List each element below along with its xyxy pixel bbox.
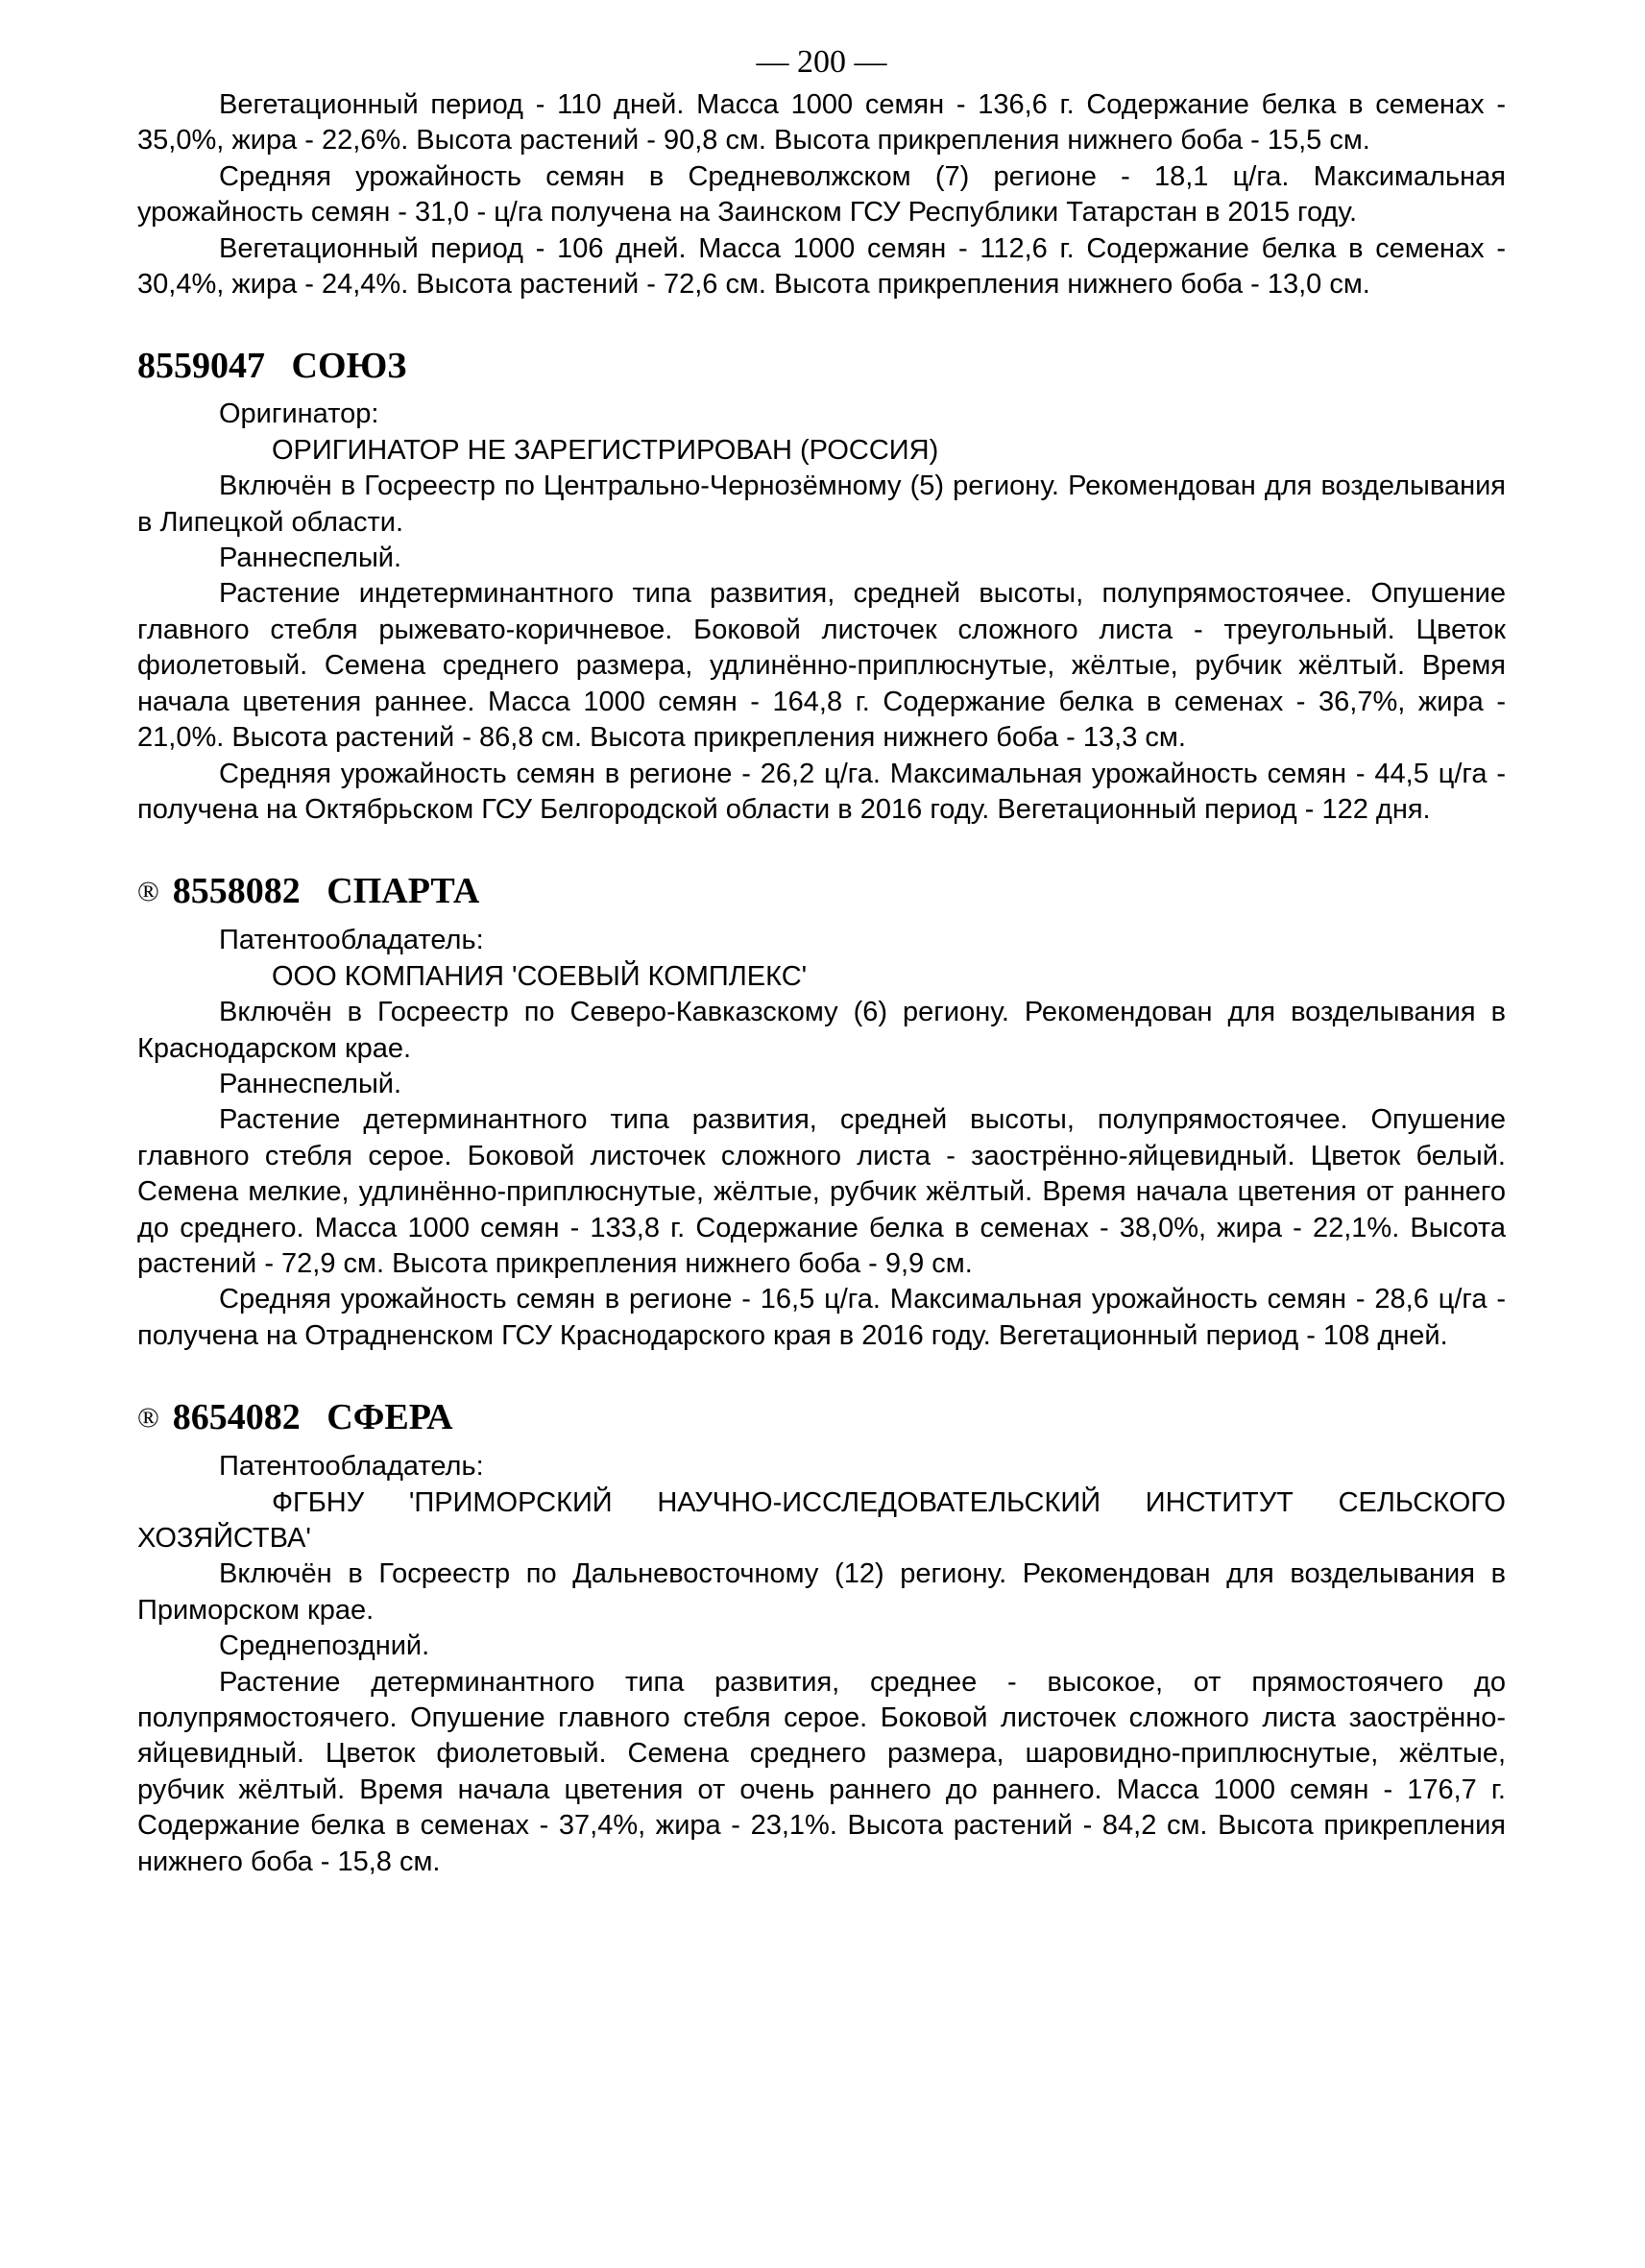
variety-entry-sparta — [137, 870, 1506, 1354]
holder-label: Патентообладатель: — [219, 1451, 484, 1483]
maturity-text: Среднепоздний. — [219, 1630, 430, 1662]
intro-paragraph: Средняя урожайность семян в Средневолжском (7) регионе - 18,1 ц/га. Максимальная урожайность семян - 31,0 - ц/га получена на Заинском ГСУ Республики Татарстан в 2015 году. — [137, 160, 1506, 229]
description-text: Растение детерминантного типа развития, средней высоты, полупрямостоячее. Опушение главного стебля серое. Боковой листочек сложного листа - заострённо-яйцевидный. Цветок белый. Семена мелкие, удлинённо-приплюснутые, жёлтые, рубчик жёлтый. Время начала цветения от раннего до среднего. Масса 1000 семян - 133,8 г. Содержание белка в семенах - 38,0%, жира - 22,1%. Высота растений - 72,9 см. Высота прикрепления нижнего боба - 9,9 см. — [137, 1104, 1506, 1279]
registered-mark-icon: ® — [137, 876, 159, 908]
registry-text: Включён в Госреестр по Дальневосточному (12) региону. Рекомендован для возделывания в Приморском крае. — [137, 1558, 1506, 1626]
description-text: Растение детерминантного типа развития, среднее - высокое, от прямостоячего до полупрямостоячего. Опушение главного стебля серое. Боковой листочек сложного листа заострённо-яйцевидный. Цветок фиолетовый. Семена среднего размера, шаровидно-приплюснутые, жёлтые, рубчик жёлтый. Время начала цветения от очень раннего до раннего. Масса 1000 семян - 176,7 г. Содержание белка в семенах - 37,4%, жира - 23,1%. Высота растений - 84,2 см. Высота прикрепления нижнего боба - 15,8 см. — [137, 1666, 1506, 1877]
registered-mark-icon: ® — [137, 1402, 159, 1435]
page-number: — 200 — — [756, 44, 887, 80]
variety-name: СФЕРА — [327, 1397, 453, 1438]
yield-text: Средняя урожайность семян в регионе - 26,2 ц/га. Максимальная урожайность семян - 44,5 ц/га - получена на Октябрьском ГСУ Белгородской области в 2016 году. Вегетационный период - 122 дня. — [137, 758, 1506, 825]
document-page — [137, 43, 1506, 1880]
holder-name: ФГБНУ 'ПРИМОРСКИЙ НАУЧНО-ИССЛЕДОВАТЕЛЬСКИЙ ИНСТИТУТ СЕЛЬСКОГО ХОЗЯЙСТВА' — [137, 1486, 1506, 1554]
holder-name: ОРИГИНАТОР НЕ ЗАРЕГИСТРИРОВАН (РОССИЯ) — [272, 434, 939, 466]
yield-text: Средняя урожайность семян в регионе - 16,5 ц/га. Максимальная урожайность семян - 28,6 ц/га - получена на Отрадненском ГСУ Краснодарского края в 2016 году. Вегетационный период - 108 дней. — [137, 1284, 1506, 1351]
variety-name: СПАРТА — [327, 871, 480, 912]
holder-name: ООО КОМПАНИЯ 'СОЕВЫЙ КОМПЛЕКС' — [272, 960, 808, 992]
intro-paragraph: Вегетационный период - 106 дней. Масса 1000 семян - 112,6 г. Содержание белка в семенах - 30,4%, жира - 24,4%. Высота растений - 72,6 см. Высота прикрепления нижнего боба - 13,0 см. — [137, 232, 1506, 301]
description-text: Растение индетерминантного типа развития, средней высоты, полупрямостоячее. Опушение главного стебля рыжевато-коричневое. Боковой листочек сложного листа - треугольный. Цветок фиолетовый. Семена среднего размера, удлинённо-приплюснутые, жёлтые, рубчик жёлтый. Время начала цветения раннее. Масса 1000 семян - 164,8 г. Содержание белка в семенах - 36,7%, жира - 21,0%. Высота растений - 86,8 см. Высота прикрепления нижнего боба - 13,3 см. — [137, 578, 1506, 754]
variety-code: 8558082 — [172, 871, 301, 912]
maturity-text: Раннеспелый. — [219, 543, 402, 574]
variety-code: 8559047 — [137, 346, 265, 387]
entry-heading — [137, 1396, 1506, 1439]
variety-name: СОЮЗ — [291, 346, 407, 387]
registry-text: Включён в Госреестр по Северо-Кавказскому (6) региону. Рекомендован для возделывания в Краснодарском крае. — [137, 997, 1506, 1064]
maturity-text: Раннеспелый. — [219, 1068, 402, 1099]
holder-label: Патентообладатель: — [219, 925, 484, 956]
intro-paragraph: Вегетационный период - 110 дней. Масса 1000 семян - 136,6 г. Содержание белка в семенах - 35,0%, жира - 22,6%. Высота растений - 90,8 см. Высота прикрепления нижнего боба - 15,5 см. — [137, 89, 1506, 157]
variety-code: 8654082 — [172, 1397, 301, 1438]
entry-heading — [137, 345, 1506, 387]
entry-heading — [137, 870, 1506, 913]
registry-text: Включён в Госреестр по Центрально-Чернозёмному (5) региону. Рекомендован для возделывания в Липецкой области. — [137, 470, 1506, 538]
variety-entry-soyuz — [137, 345, 1506, 828]
variety-entry-sfera — [137, 1396, 1506, 1880]
holder-label: Оригинатор: — [219, 398, 379, 430]
